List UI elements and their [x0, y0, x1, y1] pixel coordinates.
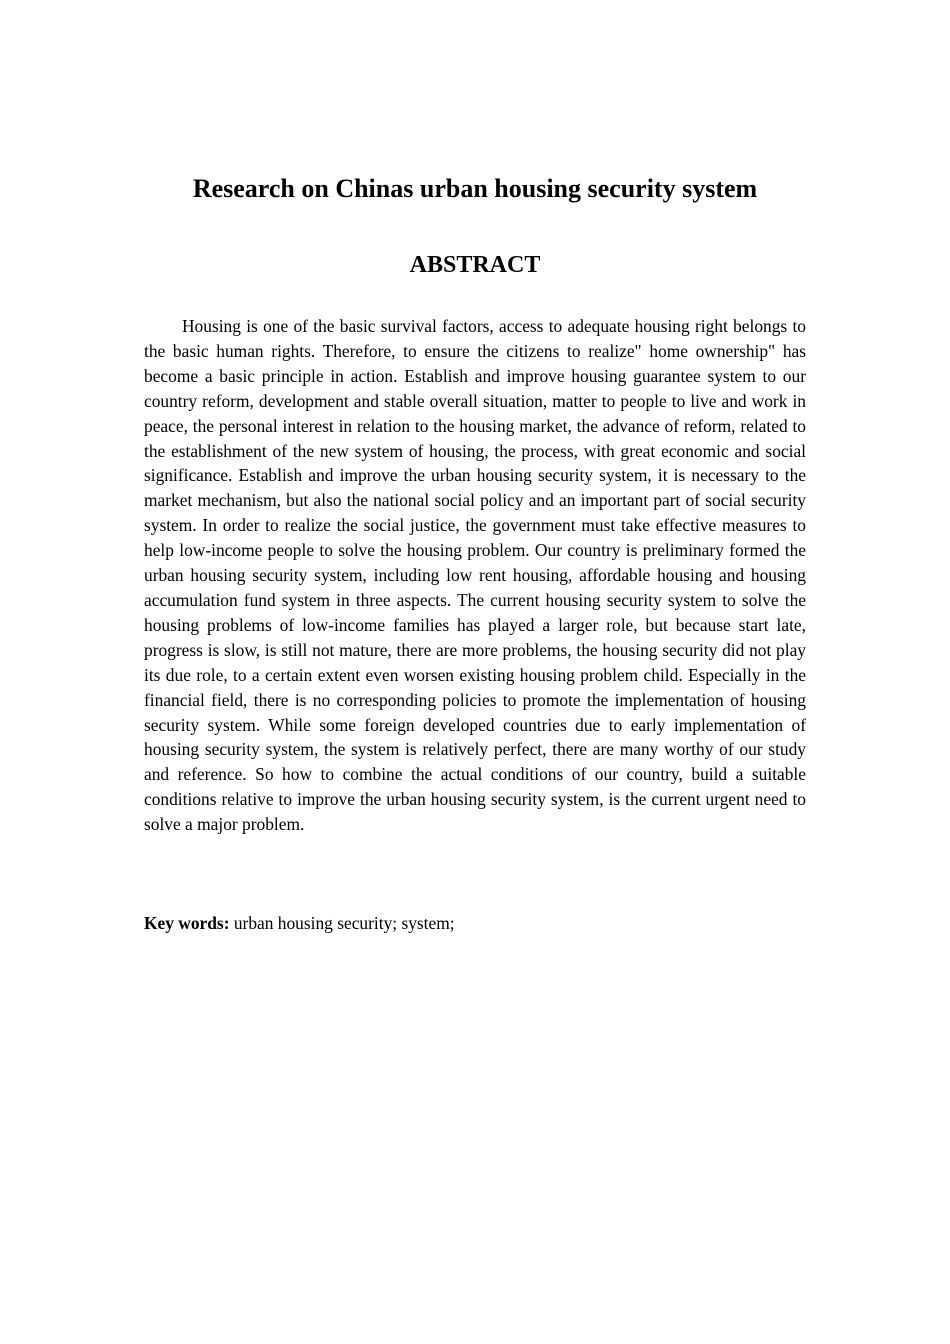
- abstract-paragraph: Housing is one of the basic survival factors, access to adequate housing right belongs to the basic human rights. Therefore, to ensure the citizens to realize" home ownership" has become a basic principle in action. Establish and improve housing guarantee system to our country reform, development and stable overall situation, matter to people to live and work in peace, the personal interest in relation to the housing market, the advance of reform, related to the establishment of the new system of housing, the process, with great economic and social significance. Establish and improve the urban housing security system, it is necessary to the market mechanism, but also the national social policy and an important part of social security system. In order to realize the social justice, the government must take effective measures to help low-income people to solve the housing problem. Our country is preliminary formed the urban housing security system, including low rent housing, affordable housing and housing accumulation fund system in three aspects. The current housing security system to solve the housing problems of low-income families has played a larger role, but because start late, progress is slow, is still not mature, there are more problems, the housing security did not play its due role, to a certain extent even worsen existing housing problem child. Especially in the financial field, there is no corresponding policies to promote the implementation of housing security system. While some foreign developed countries due to early implementation of housing security system, the system is relatively perfect, there are many worthy of our study and reference. So how to combine the actual conditions of our country, build a suitable conditions relative to improve the urban housing security system, is the current urgent need to solve a major problem.: [144, 316, 806, 835]
- keywords-label: Key words:: [144, 913, 230, 933]
- keywords-line: [144, 911, 806, 936]
- keywords-value: urban housing security; system;: [229, 913, 455, 933]
- abstract-heading: ABSTRACT: [409, 252, 541, 278]
- document-title: Research on Chinas urban housing security system: [192, 174, 758, 203]
